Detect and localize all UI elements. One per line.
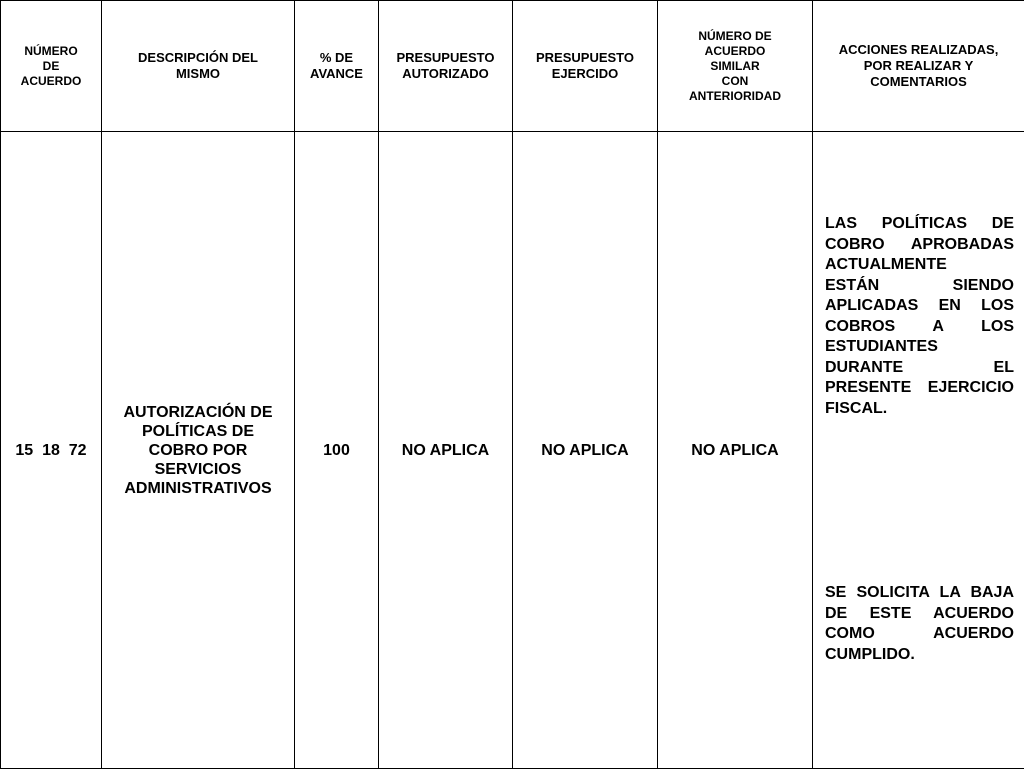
comment-line: COBROS A LOS xyxy=(825,317,1014,338)
header-row xyxy=(1,1,1024,132)
cell-acciones xyxy=(813,132,1024,769)
table-row xyxy=(1,132,1024,769)
comment-line: ESTUDIANTES xyxy=(825,337,1014,358)
comment-line: CUMPLIDO. xyxy=(825,645,1014,666)
comment-line: ESTÁN SIENDO xyxy=(825,276,1014,297)
comment-line: DE ESTE ACUERDO xyxy=(825,604,1014,625)
cell-acuerdo-similar: NO APLICA xyxy=(658,132,813,769)
comment-line: APLICADAS EN LOS xyxy=(825,296,1014,317)
cell-numero-acuerdo: 15 18 72 xyxy=(1,132,102,769)
comment-line: ACTUALMENTE xyxy=(825,255,1014,276)
cell-presupuesto-autorizado: NO APLICA xyxy=(379,132,513,769)
comment-closure-request xyxy=(825,583,1014,665)
header-acuerdo-similar: NÚMERO DE ACUERDO SIMILAR CON ANTERIORIDAD xyxy=(658,1,813,132)
cell-presupuesto-ejercido: NO APLICA xyxy=(513,132,658,769)
comment-line: SE SOLICITA LA BAJA xyxy=(825,583,1014,604)
comment-line: LAS POLÍTICAS DE xyxy=(825,214,1014,235)
header-avance: % DE AVANCE xyxy=(295,1,379,132)
comment-line: PRESENTE EJERCICIO xyxy=(825,378,1014,399)
header-acciones: ACCIONES REALIZADAS, POR REALIZAR Y COMENTARIOS xyxy=(813,1,1024,132)
header-presupuesto-ejercido: PRESUPUESTO EJERCIDO xyxy=(513,1,658,132)
comment-line: COMO ACUERDO xyxy=(825,624,1014,645)
comment-current-status xyxy=(825,214,1014,419)
cell-descripcion: AUTORIZACIÓN DE POLÍTICAS DE COBRO POR SERVICIOS ADMINISTRATIVOS xyxy=(102,132,295,769)
comment-line: DURANTE EL xyxy=(825,358,1014,379)
comment-line: FISCAL. xyxy=(825,399,1014,420)
header-descripcion: DESCRIPCIÓN DEL MISMO xyxy=(102,1,295,132)
cell-avance: 100 xyxy=(295,132,379,769)
header-presupuesto-autorizado: PRESUPUESTO AUTORIZADO xyxy=(379,1,513,132)
comment-line: COBRO APROBADAS xyxy=(825,235,1014,256)
header-numero-acuerdo: NÚMERO DE ACUERDO xyxy=(1,1,102,132)
